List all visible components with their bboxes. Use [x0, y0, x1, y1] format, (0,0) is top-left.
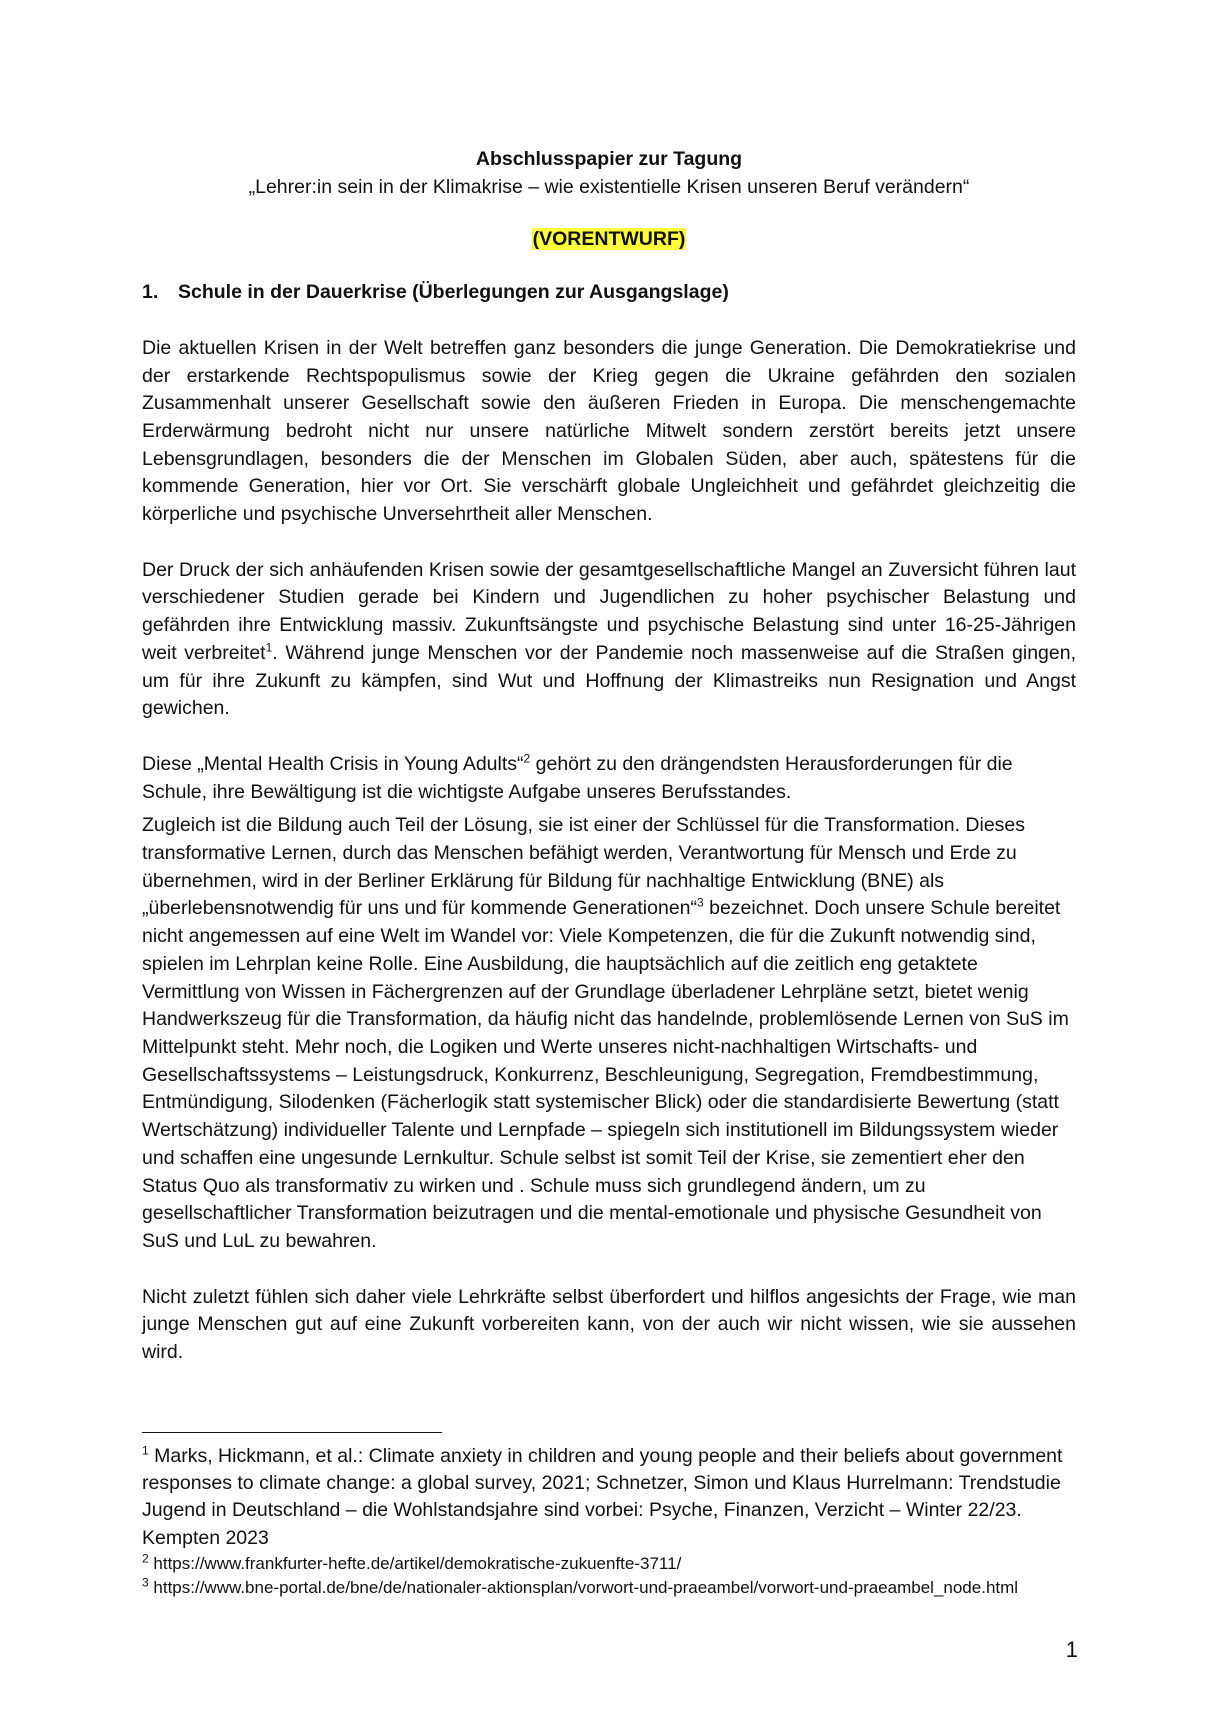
paragraph-2-text-a: Der Druck der sich anhäufenden Krisen sowie der gesamtgesellschaftliche Mangel an Zuversicht führen laut verschiedener Studien gerade bei Kindern und Jugendlichen zu hoher psychischer Belastung und gefährden ihre Entwicklung massiv. Zukunftsängste und psychische Belastung sind unter 16-25-Jährigen weit verbreitet [142, 558, 1076, 664]
paragraph-4 [142, 812, 1076, 1255]
footnote-2-number: 2 [142, 1551, 149, 1566]
footnotes [142, 1443, 1076, 1601]
footnote-3-number: 3 [142, 1575, 149, 1590]
paragraph-2-text-b: . Während junge Menschen vor der Pandemie noch massenweise auf die Straßen gingen, um für ihre Zukunft zu kämpfen, sind Wut und Hoffnung der Klimastreiks nun Resignation und Angst gewichen. [142, 641, 1076, 720]
paragraph-3 [142, 751, 1076, 806]
section-heading [142, 279, 1076, 307]
footnote-1 [142, 1443, 1076, 1552]
paragraph-4-text-b: bezeichnet. Doch unsere Schule bereitet nicht angemessen auf eine Welt im Wandel vor: Viele Kompetenzen, die für die Zukunft notwendig sind, spielen im Lehrplan keine Rolle. Eine Ausbildung, die hauptsächlich auf die zeitlich eng getaktete Vermittlung von Wissen in Fächergrenzen auf der Grundlage überladener Lehrpläne setzt, bietet wenig Handwerkszeug für die Transformation, da häufig nicht das handelnde, problemlösende Lernen von SuS im Mittelpunkt steht. Mehr noch, die Logiken und Werte unseres nicht-nachhaltigen Wirtschafts- und Gesellschaftssystems – Leistungsdruck, Konkurrenz, Beschleunigung, Segregation, Fremdbestimmung, Entmündigung, Silodenken (Fächerlogik statt systemischer Blick) oder die standardisierte Bewertung (statt Wertschätzung) individueller Talente und Lernpfade – spiegeln sich institutionell im Bildungssystem wieder und schaffen eine ungesunde Lernkultur. Schule selbst ist somit Teil der Krise, sie zementiert eher den Status Quo als transformativ zu wirken und . Schule muss sich grundlegend ändern, um zu gesellschaftlicher Transformation beizutragen und die mental-emotionale und physische Gesundheit von SuS und LuL zu bewahren. [142, 897, 1069, 1252]
footnote-3 [142, 1576, 1076, 1601]
footnote-1-text: Marks, Hickmann, et al.: Climate anxiety in children and young people and their beliefs about government responses to climate change: a global survey, 2021; Schnetzer, Simon und Klaus Hurrelmann: Trendstudie Jugend in Deutschland – die Wohlstandsjahre sind vorbei: Psyche, Finanzen, Verzicht – Winter 22/23. Kempten 2023 [142, 1445, 1063, 1549]
paragraph-4-text-a: Zugleich ist die Bildung auch Teil der Lösung, sie ist einer der Schlüssel für die Transformation. Dieses transformative Lernen, durch das Menschen befähigt werden, Verantwortung für Mensch und Erde zu übernehmen, wird in der Berliner Erklärung für Bildung für nachhaltige Entwicklung (BNE) als „überlebensnotwendig für uns und für kommende Generationen“ [142, 814, 1026, 920]
footnote-ref-3: 3 [697, 895, 704, 910]
section-title: Schule in der Dauerkrise (Überlegungen zur Ausgangslage) [178, 281, 729, 304]
draft-label-row [142, 226, 1076, 254]
footnote-1-number: 1 [142, 1443, 149, 1458]
footnote-3-link[interactable]: https://www.bne-portal.de/bne/de/nationaler-aktionsplan/vorwort-und-praeambel/vorwort-und-praeambel_node.html [148, 1578, 1019, 1598]
page-number: 1 [1065, 1637, 1078, 1662]
draft-label: (VORENTWURF) [532, 228, 686, 251]
paragraph-3-text-a: Diese „Mental Health Crisis in Young Adults“ [142, 752, 524, 775]
paragraph-2 [142, 557, 1076, 723]
paragraph-3-text-b: gehört zu den drängendsten Herausforderungen für die Schule, ihre Bewältigung ist die wichtigste Aufgabe unseres Berufsstandes. [142, 752, 1013, 803]
document-subtitle: „Lehrer:in sein in der Klimakrise – wie existentielle Krisen unseren Beruf verändern“ [248, 175, 970, 198]
footnote-ref-1: 1 [265, 640, 273, 655]
footnote-2-link[interactable]: https://www.frankfurter-hefte.de/artikel/demokratische-zukuenfte-3711/ [148, 1553, 682, 1573]
paragraph-1: Die aktuellen Krisen in der Welt betreffen ganz besonders die junge Generation. Die Demokratiekrise und der erstarkende Rechtspopulismus sowie der Krieg gegen die Ukraine gefährden den sozialen Zusammenhalt unserer Gesellschaft sowie den äußeren Frieden in Europa. Die menschengemachte Erderwärmung bedroht nicht nur unsere natürliche Mitwelt sondern zerstört bereits jetzt unsere Lebensgrundlagen, besonders die der Menschen im Globalen Süden, aber auch, spätestens für die kommende Generation, hier vor Ort. Sie verschärft globale Ungleichheit und gefährdet gleichzeitig die körperliche und psychische Unversehrtheit aller Menschen. [142, 336, 1076, 526]
footnote-2 [142, 1552, 1076, 1577]
paragraph-5: Nicht zuletzt fühlen sich daher viele Lehrkräfte selbst überfordert und hilflos angesichts der Frage, wie man junge Menschen gut auf eine Zukunft vorbereiten kann, von der auch wir nicht wissen, wie sie aussehen wird. [142, 1285, 1076, 1364]
document-title: Abschlusspapier zur Tagung [475, 148, 743, 170]
section-number: 1. [142, 281, 159, 304]
footnote-separator [142, 1432, 442, 1433]
footnote-ref-2: 2 [523, 751, 531, 766]
